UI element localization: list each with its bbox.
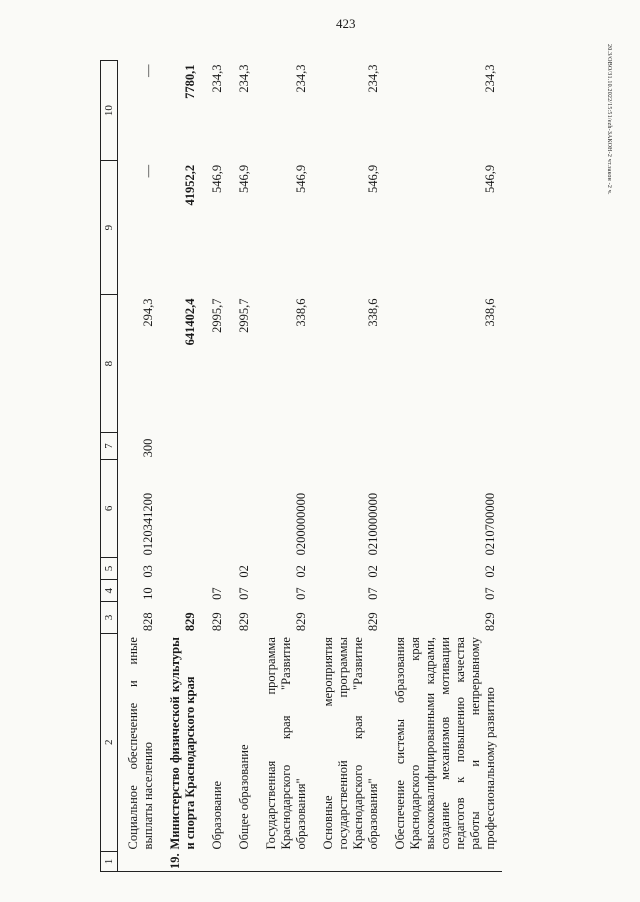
rz-code: 07: [366, 587, 380, 600]
value-col9: 546,9: [483, 164, 497, 193]
value-col10: —: [141, 64, 155, 77]
table-row: [229, 61, 256, 872]
row-number: [202, 851, 229, 871]
row-name: Обеспечение системы образования Краснодарского края высококвалифицированными кадрами, создание механизмов мотивации педагогов к повышению качества работы и непрерывному профессиональному развитию: [393, 637, 497, 850]
vr-code: [385, 433, 502, 460]
csr-code: [160, 459, 202, 557]
row-name: Общее образование: [237, 744, 251, 850]
row-name: Основные мероприятия государственной программы Краснодарского края "Развитие образования": [321, 637, 380, 850]
row-name: Министерство физической культуры и спорта Краснодарского края: [168, 637, 197, 850]
table-row: [313, 61, 385, 872]
row-name: Социальное обеспечение и иные выплаты населению: [126, 637, 155, 850]
table-row: [160, 61, 202, 872]
side-note: 20.3/ОВО/31.10.2022/15:51/ezh-ЗАКОН-2 чт.закон -2 ч.: [606, 44, 612, 195]
csr-code: 0210000000: [366, 492, 380, 556]
pr-code: 02: [483, 565, 497, 578]
row-number: 19.: [160, 851, 202, 871]
vr-code: 300: [141, 438, 155, 458]
value-col9: 546,9: [237, 164, 251, 193]
budget-table: [100, 60, 502, 872]
vr-code: [256, 433, 313, 460]
header-cell: 4: [101, 580, 118, 602]
header-cell: 10: [101, 61, 118, 161]
csr-code: 0200000000: [294, 492, 308, 556]
page-number: 423: [336, 16, 356, 31]
row-name: Государственная программа Краснодарского края "Развитие образования": [264, 637, 308, 850]
rotated-table-container: [100, 60, 588, 872]
table-row: [385, 61, 502, 872]
rz-code: 10: [141, 587, 155, 600]
header-cell: 2: [101, 633, 118, 851]
value-col9: 41952,2: [183, 164, 197, 206]
csr-code: 0210700000: [483, 492, 497, 556]
header-cell: 6: [101, 459, 118, 557]
row-number: [256, 851, 313, 871]
value-col10: 234,3: [210, 64, 224, 93]
value-col8: 2995,7: [237, 298, 251, 333]
csr-code: [202, 459, 229, 557]
ved-code: 829: [294, 612, 308, 632]
pr-code: 02: [237, 565, 251, 578]
row-number: [118, 851, 161, 871]
value-col9: —: [141, 164, 155, 178]
value-col8: 641402,4: [183, 298, 197, 346]
ved-code: 829: [483, 612, 497, 632]
value-col10: 234,3: [366, 64, 380, 93]
csr-code: [229, 459, 256, 557]
table-row: [202, 61, 229, 872]
pr-code: 03: [141, 565, 155, 578]
row-name: Образование: [210, 780, 224, 850]
ved-code: 829: [237, 612, 251, 632]
ved-code: 828: [141, 612, 155, 632]
ved-code: 829: [210, 612, 224, 632]
vr-code: [160, 433, 202, 460]
row-number: [313, 851, 385, 871]
vr-code: [229, 433, 256, 460]
value-col9: 546,9: [366, 164, 380, 193]
header-cell: 9: [101, 161, 118, 295]
vr-code: [202, 433, 229, 460]
value-col10: 7780,1: [183, 64, 197, 99]
value-col8: 338,6: [294, 298, 308, 327]
ved-code: 829: [366, 612, 380, 632]
header-cell: 1: [101, 851, 118, 871]
rz-code: 07: [237, 587, 251, 600]
table-row: [256, 61, 313, 872]
rz-code: 07: [210, 587, 224, 600]
row-number: [385, 851, 502, 871]
header-row: [101, 61, 118, 872]
vr-code: [313, 433, 385, 460]
value-col10: 234,3: [294, 64, 308, 93]
pr-code: 02: [366, 565, 380, 578]
value-col8: 294,3: [141, 298, 155, 327]
rz-code: 07: [483, 587, 497, 600]
pr-code: 02: [294, 565, 308, 578]
header-cell: 3: [101, 602, 118, 633]
rz-code: 07: [294, 587, 308, 600]
value-col9: 546,9: [294, 164, 308, 193]
ved-code: 829: [183, 612, 197, 632]
value-col8: 338,6: [483, 298, 497, 327]
value-col9: 546,9: [210, 164, 224, 193]
value-col8: 338,6: [366, 298, 380, 327]
header-cell: 5: [101, 557, 118, 579]
value-col10: 234,3: [237, 64, 251, 93]
value-col8: 2995,7: [210, 298, 224, 333]
csr-code: 0120341200: [141, 492, 155, 556]
rz-code: [160, 580, 202, 602]
value-col10: 234,3: [483, 64, 497, 93]
pr-code: [202, 557, 229, 579]
header-cell: 7: [101, 433, 118, 460]
pr-code: [160, 557, 202, 579]
row-number: [229, 851, 256, 871]
header-cell: 8: [101, 295, 118, 433]
table-row: [118, 61, 161, 872]
